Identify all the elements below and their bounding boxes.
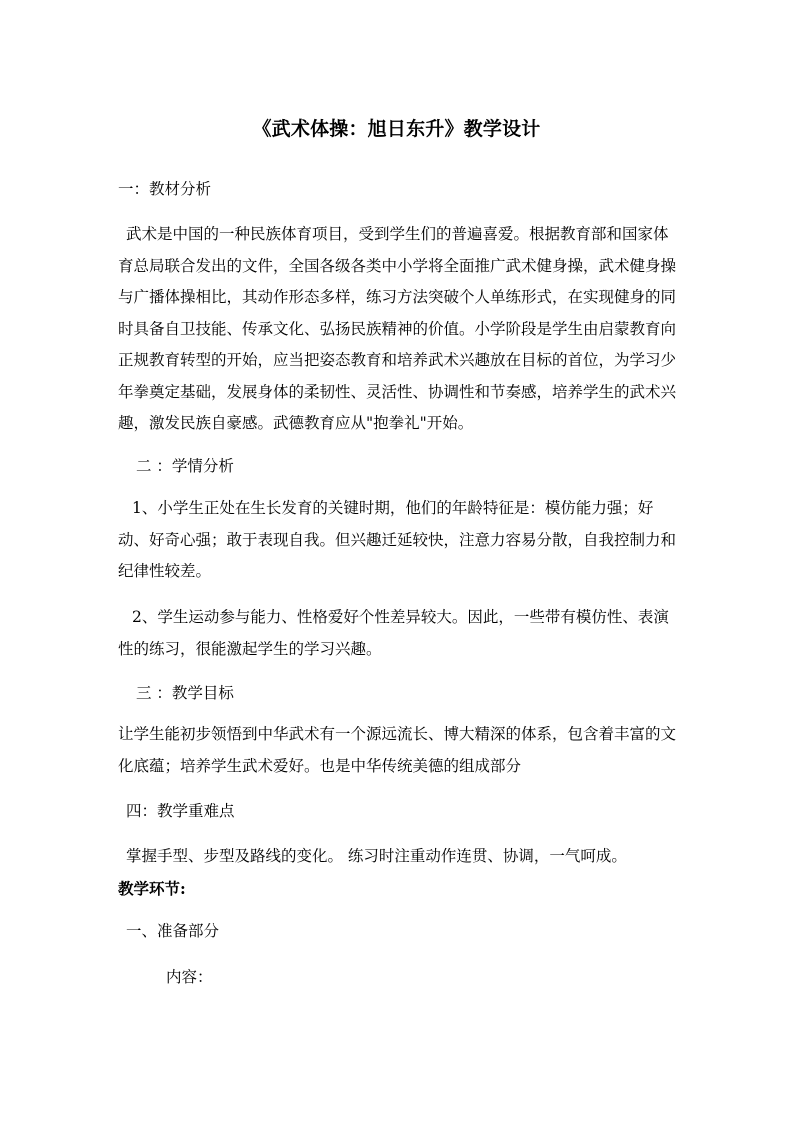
content-label: 内容：	[166, 968, 213, 986]
paragraph-teaching-goals: 让学生能初步领悟到中华武术有一个源远流长、博大精深的体系，包含着丰富的文化底蕴；培养学生武术爱好。也是中华传统美德的组成部分	[118, 725, 677, 775]
section-heading-key-difficulties: 四：教学重难点	[126, 802, 235, 820]
section-heading-teaching-steps: 教学环节:	[118, 879, 186, 898]
paragraph-student-analysis-1: 1、小学生正处在生长发育的关键时期，他们的年龄特征是：模仿能力强；好动、好奇心强；敢于表现自我。但兴趣迁延较快，注意力容易分散，自我控制力和纪律性较差。	[118, 499, 677, 580]
document-title: 《武术体操：旭日东升》教学设计	[252, 118, 541, 140]
paragraph-textbook-analysis: 武术是中国的一种民族体育项目，受到学生们的普遍喜爱。根据教育部和国家体育总局联合发出的文件，全国各级各类中小学将全面推广武术健身操，武术健身操与广播体操相比，其动作形态多样，练习方法突破个人单练形式，在实现健身的同时具备自卫技能、传承文化、弘扬民族精神的价值。小学阶段是学生由启蒙教育向正规教育转型的开始，应当把姿态教育和培养武术兴趣放在目标的首位，为学习少年拳奠定基础，发展身体的柔韧性、灵活性、协调性和节奏感，培养学生的武术兴趣，激发民族自豪感。武德教育应从"抱拳礼"开始。	[118, 225, 677, 432]
section-heading-textbook-analysis: 一：教材分析	[118, 180, 212, 198]
paragraph-student-analysis-2: 2、学生运动参与能力、性格爱好个性差异较大。因此，一些带有模仿性、表演性的练习，很能激起学生的学习兴趣。	[118, 608, 669, 658]
section-heading-student-analysis: 二 ：学情分析	[136, 457, 234, 475]
paragraph-key-difficulties: 掌握手型、步型及路线的变化。 练习时注重动作连贯、协调，一气呵成。	[126, 847, 627, 865]
section-heading-teaching-goals: 三 ：教学目标	[136, 684, 234, 702]
subheading-preparation-part: 一、准备部分	[126, 922, 220, 940]
